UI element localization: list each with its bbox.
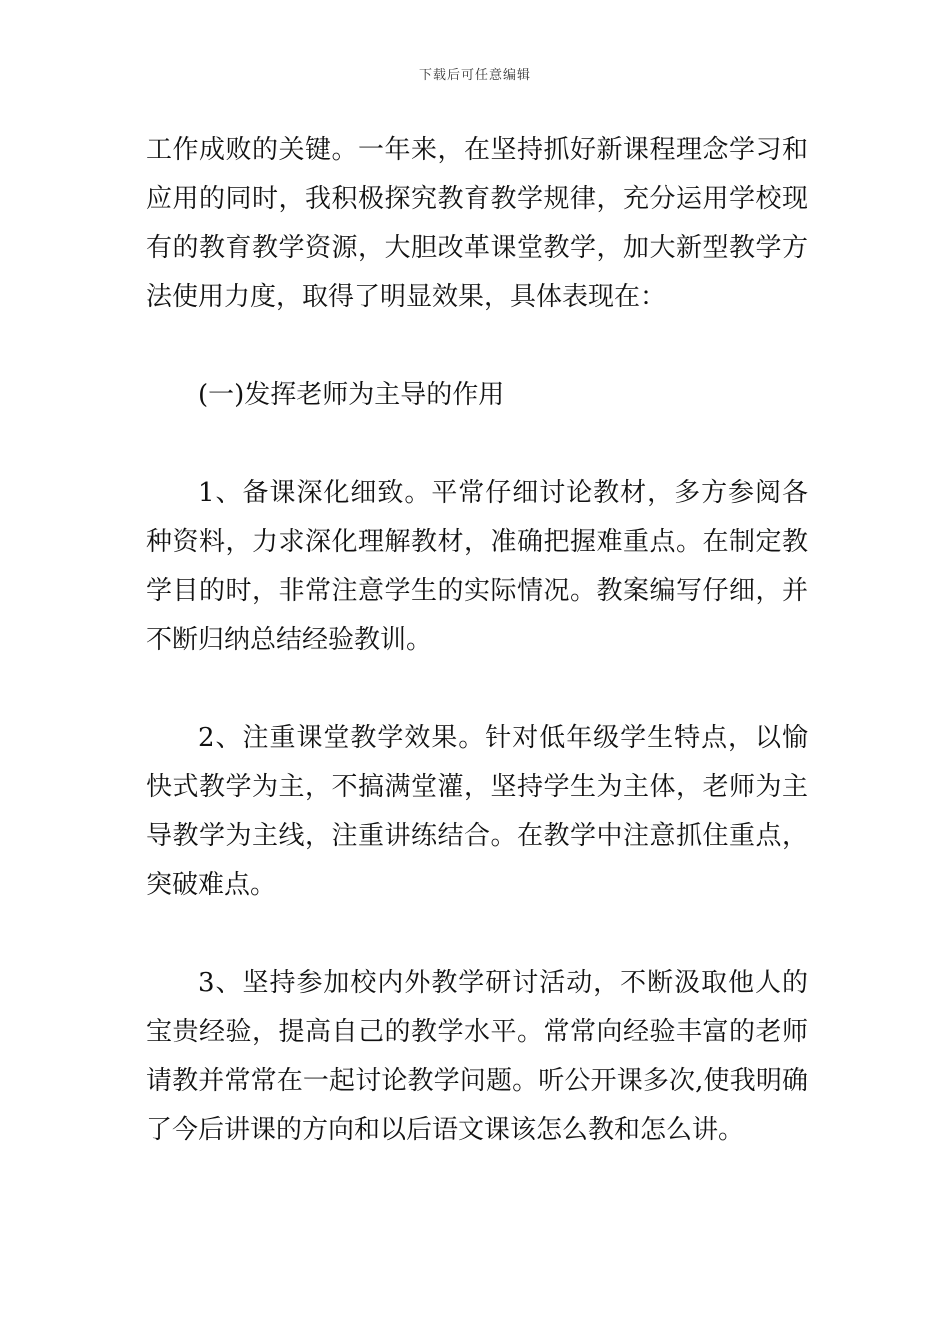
paragraph-item-2: 2、注重课堂教学效果。针对低年级学生特点，以愉快式教学为主，不搞满堂灌，坚持学生为主体，老师为主导教学为主线，注重讲练结合。在教学中注意抓住重点，突破难点。 (146, 723, 808, 900)
paragraph-item-1: 1、备课深化细致。平常仔细讨论教材，多方参阅各种资料，力求深化理解教材，准确把握难重点。在制定教学目的时，非常注意学生的实际情况。教案编写仔细，并不断归纳总结经验教训。 (146, 478, 808, 655)
section-heading: (一)发挥老师为主导的作用 (198, 380, 505, 410)
paragraph-item-3: 3、坚持参加校内外教学研讨活动，不断汲取他人的宝贵经验，提高自己的教学水平。常常向经验丰富的老师请教并常常在一起讨论教学问题。听公开课多次,使我明确了今后讲课的方向和以后语文课该怎么教和怎么讲。 (146, 968, 808, 1145)
page-header: 下载后可任意编辑 (418, 68, 531, 83)
paragraph-intro: 工作成败的关键。一年来，在坚持抓好新课程理念学习和应用的同时，我积极探究教育教学规律，充分运用学校现有的教育教学资源，大胆改革课堂教学，加大新型教学方法使用力度，取得了明显效果，具体表现在： (146, 135, 808, 312)
document-body (146, 126, 808, 1155)
